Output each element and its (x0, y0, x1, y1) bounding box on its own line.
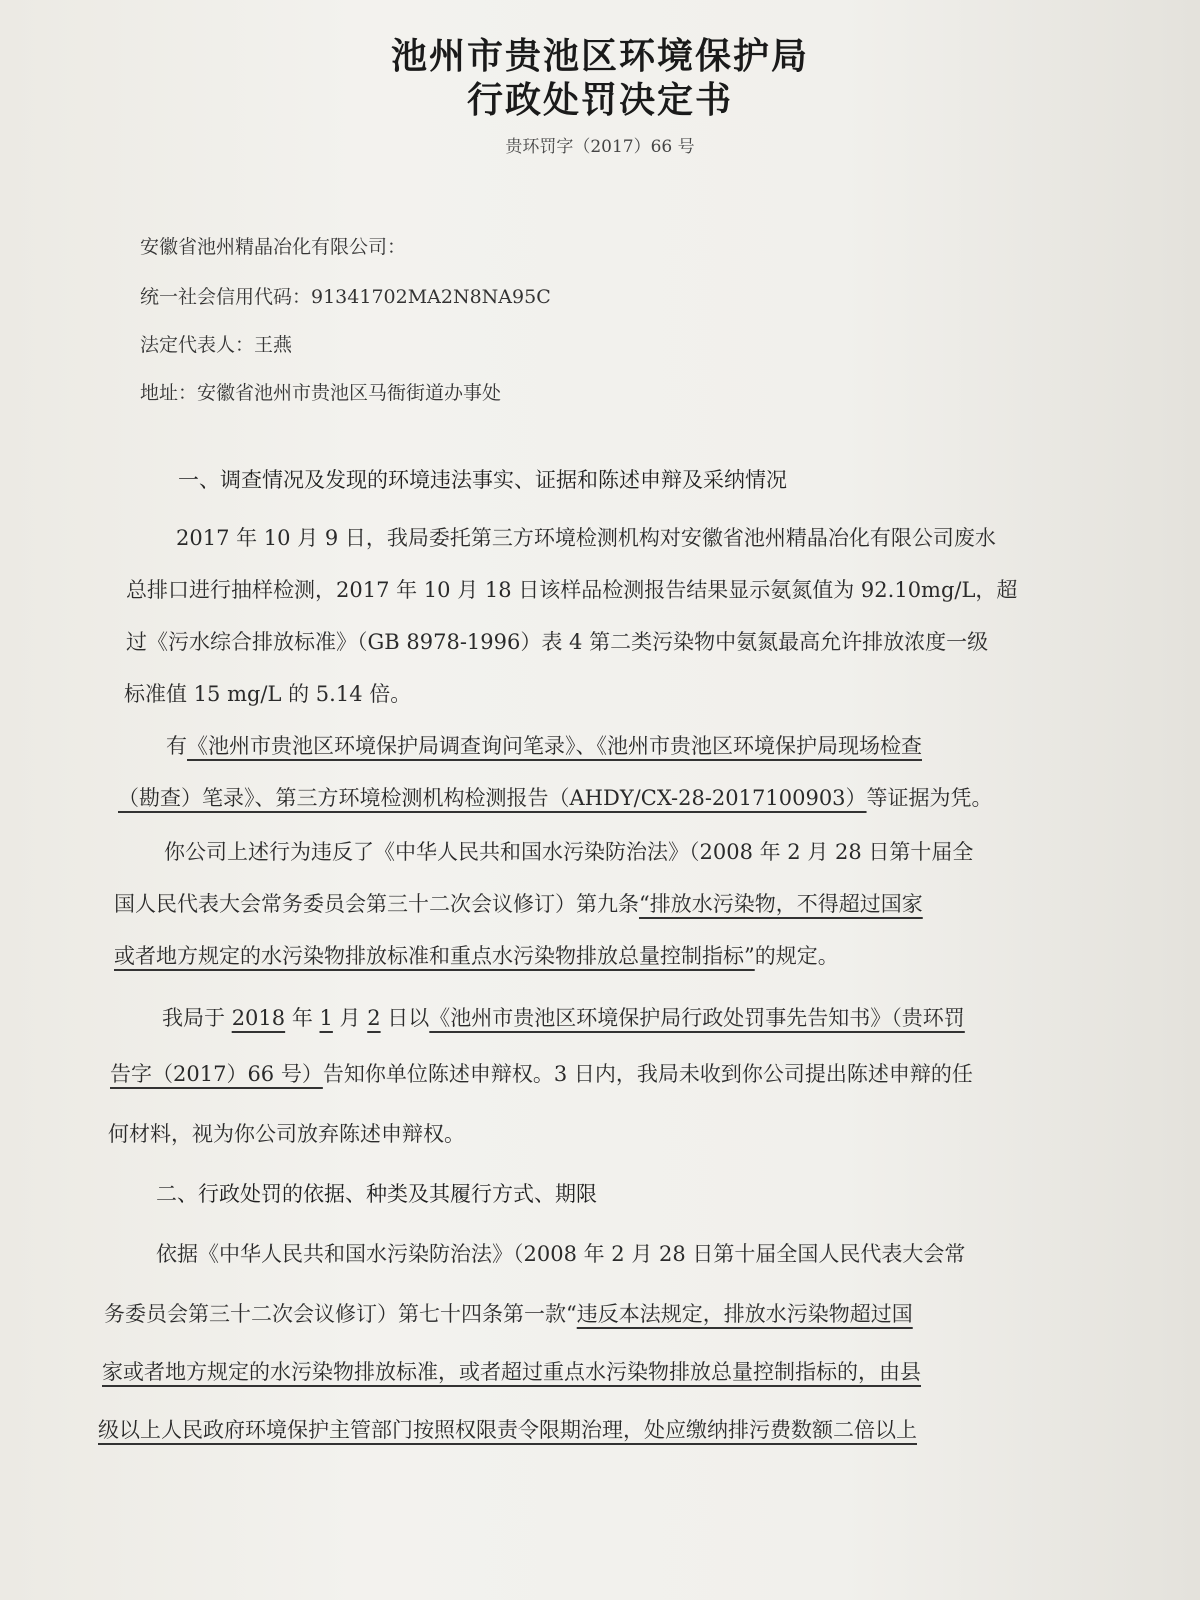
p5-quote-underlined-cont2: 级以上人民政府环境保护主管部门按照权限责令限期治理，处应缴纳排污费数额二倍以上 (98, 1418, 917, 1442)
p2-prefix: 有 (166, 734, 187, 758)
doc-number: 贵环罚字（2017）66 号 (505, 137, 695, 157)
p1-line4: 标准值 15 mg/L 的 5.14 倍。 (124, 682, 412, 706)
p2-line1 (166, 730, 922, 760)
p2-evidence-underlined: 《池州市贵池区环境保护局调查询问笔录》、《池州市贵池区环境保护局现场检查 (187, 734, 922, 758)
p2-evidence-underlined-cont: （勘查）笔录》、第三方环境检测机构检测报告（AHDY/CX-28-2017100903） (118, 786, 867, 810)
p1-line3: 过《污水综合排放标准》（GB 8978-1996）表 4 第二类污染物中氨氮最高允许排放浓度一级 (126, 630, 989, 654)
p4-text-c: 月 (332, 1006, 368, 1030)
doc-title-line1: 池州市贵池区环境保护局 (390, 35, 809, 77)
p3-line2-text: 国人民代表大会常务委员会第三十二次会议修订）第九条 (114, 892, 639, 916)
notice-year: 2018 (231, 1006, 286, 1030)
notice-month: 1 (319, 1006, 333, 1030)
p4-text-a: 我局于 (162, 1006, 232, 1030)
p3-suffix: 的规定。 (754, 944, 839, 968)
p5-line2-text: 务委员会第三十二次会议修订）第七十四条第一款“ (104, 1302, 577, 1326)
p3-quote-underlined-cont: 或者地方规定的水污染物排放标准和重点水污染物排放总量控制指标” (114, 944, 755, 968)
p4-line1 (162, 1002, 965, 1032)
p5-line4 (98, 1414, 917, 1444)
p4-line2 (110, 1058, 973, 1088)
p5-line2 (104, 1298, 913, 1328)
section1-heading: 一、调查情况及发现的环境违法事实、证据和陈述申辩及采纳情况 (178, 468, 787, 492)
p5-line3 (102, 1356, 921, 1386)
p1-line1: 2017 年 10 月 9 日，我局委托第三方环境检测机构对安徽省池州精晶冶化有限公司废水 (176, 526, 996, 550)
notice-number-underlined: 告字（2017）66 号） (110, 1062, 323, 1086)
p2-line2 (118, 782, 993, 812)
notice-title-underlined: 《池州市贵池区环境保护局行政处罚事先告知书》（贵环罚 (429, 1006, 965, 1030)
party-name: 安徽省池州精晶冶化有限公司： (140, 236, 407, 258)
p4-line2-text: 告知你单位陈述申辩权。3 日内，我局未收到你公司提出陈述申辩的任 (322, 1062, 973, 1086)
p1-line2: 总排口进行抽样检测，2017 年 10 月 18 日该样品检测报告结果显示氨氮值为 92.10mg/L，超 (126, 578, 1018, 602)
p3-line1: 你公司上述行为违反了《中华人民共和国水污染防治法》（2008 年 2 月 28 日第十届全 (164, 840, 974, 864)
p3-line3 (114, 940, 839, 970)
credit-code: 统一社会信用代码：91341702MA2N8NA95C (140, 286, 551, 308)
legal-representative: 法定代表人：王燕 (140, 334, 293, 356)
p2-suffix: 等证据为凭。 (866, 786, 993, 810)
p5-quote-underlined: 违反本法规定，排放水污染物超过国 (576, 1302, 913, 1326)
p4-text-d: 日以 (380, 1006, 430, 1030)
p3-line2 (114, 888, 923, 918)
doc-title-line2: 行政处罚决定书 (466, 79, 733, 121)
p3-quote-underlined: “排放水污染物，不得超过国家 (639, 892, 923, 916)
section2-heading: 二、行政处罚的依据、种类及其履行方式、期限 (156, 1182, 597, 1206)
p5-line1: 依据《中华人民共和国水污染防治法》（2008 年 2 月 28 日第十届全国人民代表大会常 (156, 1242, 966, 1266)
party-address: 地址：安徽省池州市贵池区马衙街道办事处 (140, 382, 502, 404)
p4-line3: 何材料，视为你公司放弃陈述申辩权。 (108, 1122, 465, 1146)
p5-quote-underlined-cont1: 家或者地方规定的水污染物排放标准，或者超过重点水污染物排放总量控制指标的，由县 (102, 1360, 921, 1384)
notice-day: 2 (367, 1006, 381, 1030)
p4-text-b: 年 (285, 1006, 320, 1030)
